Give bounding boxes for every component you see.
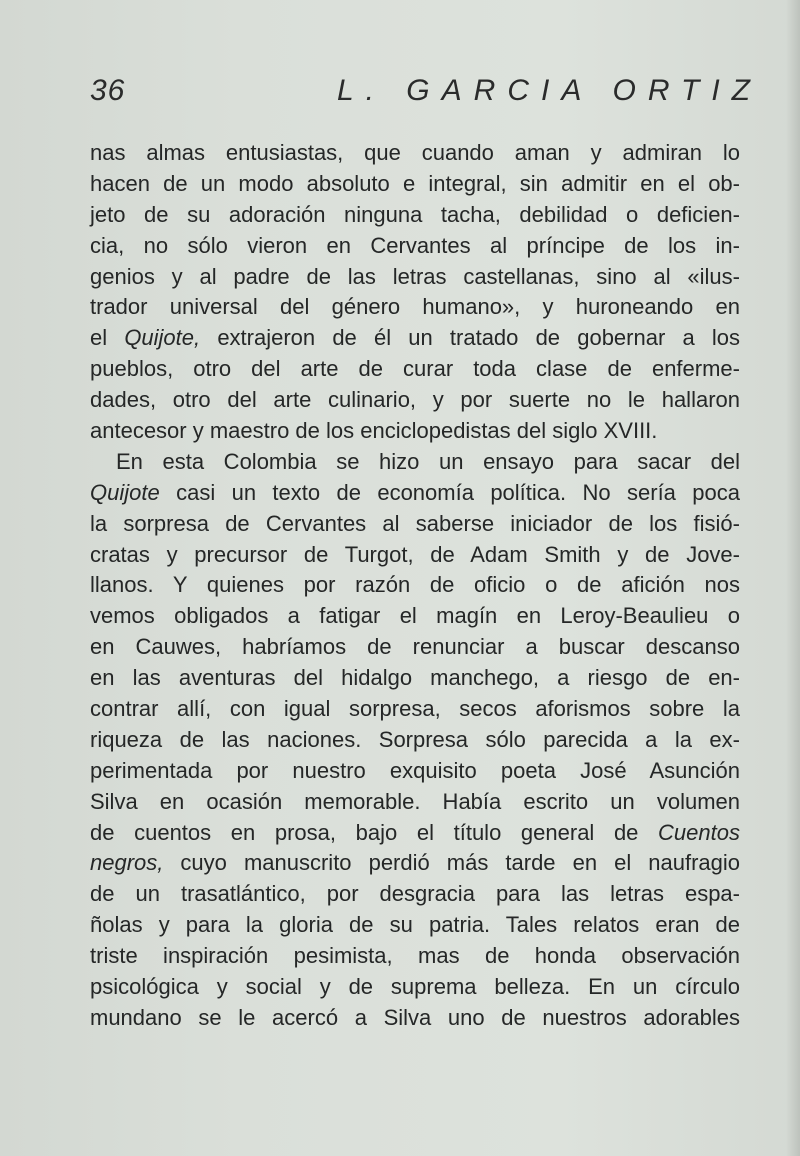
text-line: riqueza de las naciones. Sorpresa sólo parecida a la ex- — [90, 726, 740, 752]
text-line: mundano se le acercó a Silva uno de nuestros adorables — [90, 1004, 740, 1030]
italic-title-quijote: Quijote, — [124, 325, 201, 351]
text-run: el — [90, 325, 125, 351]
text-line — [90, 323, 740, 354]
text-line — [90, 478, 740, 509]
text-line: En esta Colombia se hizo un ensayo para sacar del — [116, 448, 740, 474]
page-header — [90, 74, 762, 114]
text-run: casi un texto de economía política. No sería poca — [159, 479, 740, 505]
text-run: extrajeron de él un tratado de gobernar a los — [200, 325, 740, 351]
text-line: nas almas entusiastas, que cuando aman y admiran lo — [90, 140, 740, 165]
text-line: antecesor y maestro de los enciclopedistas del siglo XVIII. — [90, 418, 658, 444]
text-line: triste inspiración pesimista, mas de honda observación — [90, 943, 740, 969]
italic-title-negros: negros, — [90, 850, 164, 876]
italic-title-cuentos: Cuentos — [658, 819, 740, 845]
text-line: hacen de un modo absoluto e integral, sin admitir en el ob- — [90, 170, 740, 196]
text-line: genios y al padre de las letras castellanas, sino al «ilus- — [90, 263, 740, 289]
text-line: contrar allí, con igual sorpresa, secos aforismos sobre la — [90, 696, 740, 722]
text-line: cratas y precursor de Turgot, de Adam Smith y de Jove- — [90, 541, 740, 567]
page-edge-shadow — [786, 0, 800, 1156]
text-line: Silva en ocasión memorable. Había escrito un volumen — [90, 788, 740, 814]
text-line: en Cauwes, habríamos de renunciar a buscar descanso — [90, 634, 740, 660]
text-line: llanos. Y quienes por razón de oficio o de afición nos — [90, 572, 740, 598]
italic-title-quijote: Quijote — [90, 479, 160, 505]
text-line: la sorpresa de Cervantes al saberse iniciador de los fisió- — [90, 510, 740, 536]
text-line: en las aventuras del hidalgo manchego, a riesgo de en- — [90, 665, 740, 691]
text-line: ñolas y para la gloria de su patria. Tales relatos eran de — [90, 912, 740, 938]
text-run: de cuentos en prosa, bajo el título general de — [90, 819, 659, 845]
text-line: pueblos, otro del arte de curar toda clase de enferme- — [90, 356, 740, 382]
text-line: de un trasatlántico, por desgracia para las letras espa- — [90, 881, 740, 907]
text-line: jeto de su adoración ninguna tacha, debilidad o deficien- — [90, 201, 740, 227]
text-line — [90, 818, 740, 849]
page-number: 36 — [90, 74, 126, 107]
running-head-author: L. GARCIA ORTIZ — [336, 74, 762, 107]
text-line: trador universal del género humano», y huroneando en — [90, 294, 740, 320]
text-line: dades, otro del arte culinario, y por suerte no le hallaron — [90, 387, 740, 413]
body-text — [90, 138, 740, 1034]
text-line: psicológica y social y de suprema belleza. En un círculo — [90, 974, 740, 1000]
text-line: cia, no sólo vieron en Cervantes al príncipe de los in- — [90, 232, 740, 258]
text-line: perimentada por nuestro exquisito poeta José Asunción — [90, 757, 740, 783]
text-run: cuyo manuscrito perdió más tarde en el naufragio — [163, 850, 740, 876]
text-line — [90, 848, 740, 879]
text-line: vemos obligados a fatigar el magín en Leroy-Beaulieu o — [90, 603, 740, 629]
